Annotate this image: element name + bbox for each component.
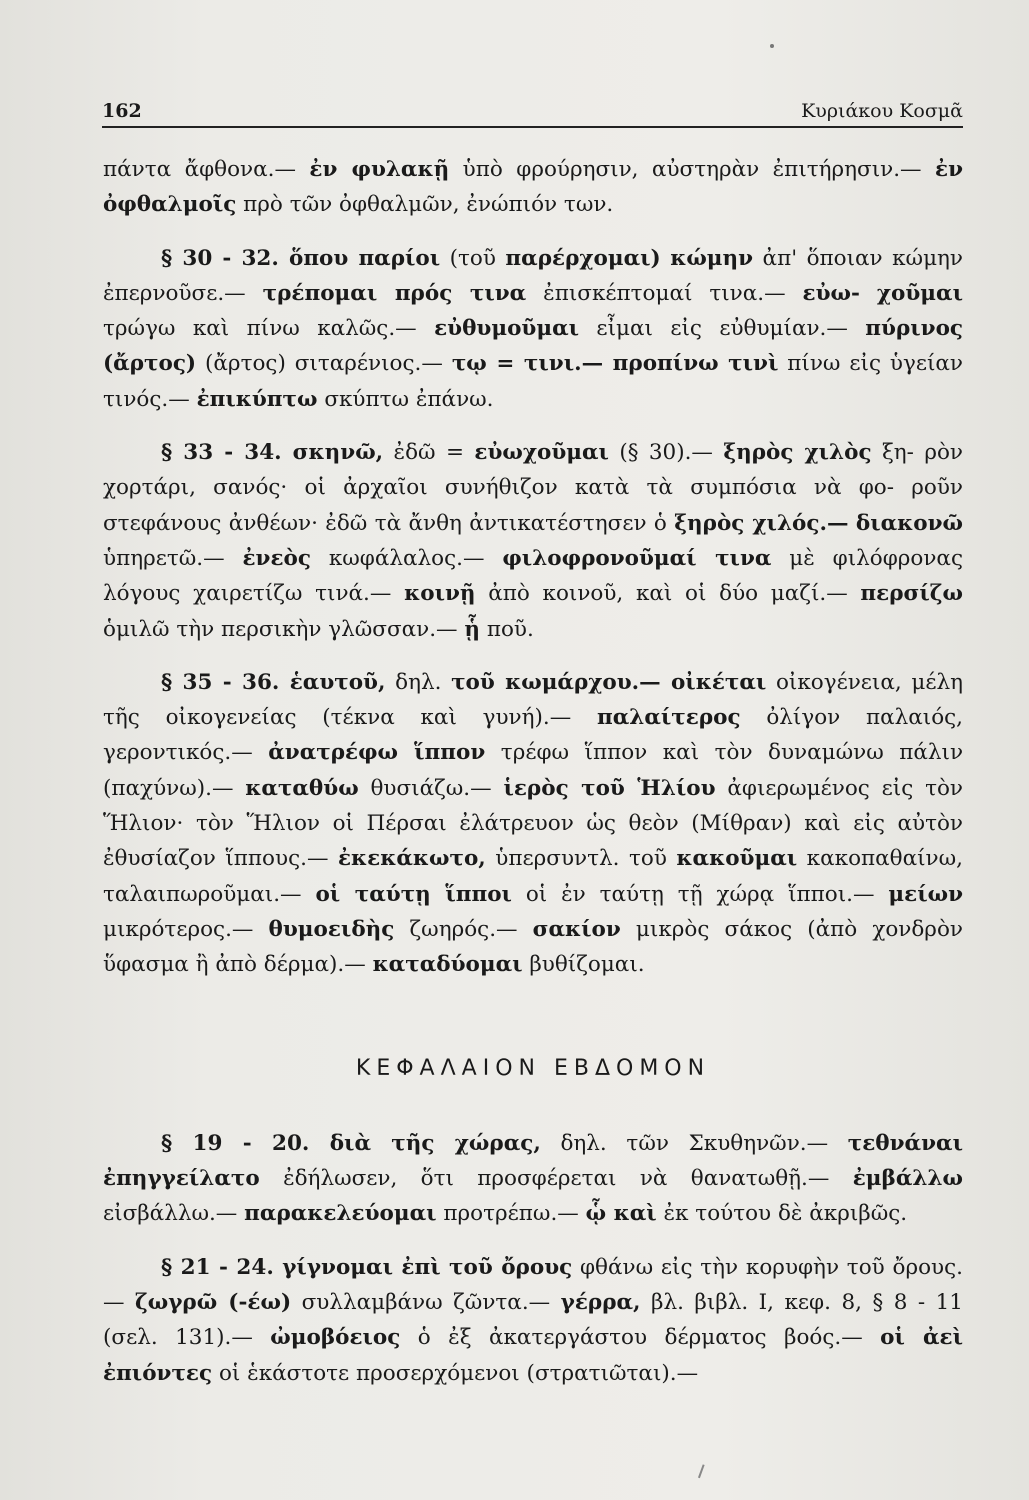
gloss-text: ὀλίγον παλαιός, bbox=[740, 705, 964, 731]
page-body bbox=[103, 152, 963, 1391]
lemma-term: ἐπικύπτω bbox=[196, 386, 318, 412]
lemma-term: κακοῦμαι bbox=[676, 846, 798, 872]
gloss-text: οἱ ἐν ταύτῃ τῇ χώρᾳ bbox=[511, 881, 775, 907]
gloss-text: φιλόφρονας λόγους χαιρετίζω τινά.— bbox=[103, 545, 963, 607]
lemma-term: § 21 - 24. γίγνομαι ἐπὶ τοῦ ὄρους bbox=[161, 1254, 573, 1280]
lemma-term: ἐπηγγείλατο bbox=[103, 1166, 260, 1192]
lemma-term: εὐωχοῦμαι bbox=[474, 440, 609, 466]
gloss-text: γεροντικός.— bbox=[103, 740, 269, 766]
gloss-text bbox=[661, 246, 670, 271]
paragraph bbox=[103, 435, 963, 647]
gloss-text: πάντα ἄφθονα.— bbox=[103, 157, 310, 182]
lemma-term: ᾗ bbox=[464, 616, 481, 642]
lemma-term: § 30 - 32. ὅπου παρίοι bbox=[161, 245, 441, 271]
lemma-term: ξηρὸς χιλός.— bbox=[674, 510, 849, 536]
lemma-term: ἱερὸς τοῦ Ἡλίου bbox=[503, 775, 716, 801]
gloss-text: κακοπαθαίνω, ταλαιπωροῦμαι.— bbox=[103, 846, 963, 907]
lemma-term: ἐνεὸς bbox=[242, 545, 311, 571]
gloss-text: ἐκ τούτου δὲ ἀκριβῶς. bbox=[656, 1201, 908, 1227]
gloss-text: κώμην ἐπερνοῦσε.— bbox=[103, 245, 964, 306]
gloss-text: ζωηρός.— bbox=[394, 916, 533, 942]
gloss-text: τρώγω καὶ πίνω καλῶς.— bbox=[103, 316, 435, 342]
lemma-term: ἐν ὀφθαλμοῖς bbox=[103, 157, 964, 218]
lemma-term: ᾧ καὶ bbox=[585, 1201, 657, 1227]
lemma-term: θυμοειδὴς bbox=[268, 916, 395, 942]
gloss-text: ἀπὸ κοινοῦ, καὶ οἱ δύο bbox=[475, 581, 759, 607]
gloss-text: δηλ. bbox=[385, 669, 452, 695]
lemma-term: παρέρχομαι) bbox=[505, 245, 661, 271]
lemma-term: § 19 - 20. διὰ τῆς χώρας, bbox=[161, 1130, 541, 1156]
lemma-term: ἐν φυλακῇ bbox=[309, 157, 450, 182]
lemma-term: ἐμβάλλω bbox=[852, 1166, 963, 1192]
gloss-text: 8, § 8 - 11 (σελ. 131).— bbox=[103, 1290, 963, 1351]
gloss-text: ρὸν χορτάρι, σανός· οἱ ἀρχαῖοι συνήθιζον κατὰ τὰ συμπόσια νὰ φο- bbox=[103, 440, 963, 501]
gloss-text: μαζί.— bbox=[770, 581, 861, 607]
running-head: Κυριάκου Κοσμᾶ bbox=[801, 100, 963, 122]
gloss-text: ἐπισκέπτομαί τινα.— bbox=[526, 280, 803, 306]
gloss-text: ἀφιερωμένος εἰς bbox=[715, 775, 914, 801]
gloss-text: δηλ. τῶν Σκυθηνῶν.— bbox=[540, 1130, 848, 1156]
gloss-text: (παχύνω).— bbox=[103, 775, 246, 801]
paragraph bbox=[103, 1250, 963, 1391]
gloss-text: εἶμαι εἰς εὐθυμίαν.— bbox=[579, 316, 848, 342]
lemma-term: § 35 - 36. ἑαυτοῦ, bbox=[161, 669, 386, 695]
gloss-text: σάκος (ἀπὸ χονδρὸν ὕφασμα ἢ ἀπὸ δέρμα).— bbox=[103, 916, 963, 978]
gloss-text: ἐδήλωσεν, ὅτι προσφέρεται νὰ θανατωθῇ.— bbox=[259, 1166, 853, 1192]
lemma-term: κοινῇ bbox=[404, 581, 476, 607]
chapter-title: ΚΕΦΑΛΑΙΟΝ ΕΒΔΟΜΟΝ bbox=[355, 1055, 711, 1081]
paragraph bbox=[103, 152, 963, 223]
gloss-text: αὐτὸν ἐθυσίαζον ἵππους.— bbox=[103, 811, 963, 872]
paragraph bbox=[103, 1126, 963, 1232]
lemma-term: οἱ ταύτῃ ἵπποι bbox=[315, 881, 512, 907]
gloss-text: πρὸ τῶν ὀφθαλμῶν, ἐνώπιόν των. bbox=[236, 192, 614, 218]
lemma-term: κώμην bbox=[670, 245, 754, 271]
lemma-term: ξηρὸς χιλὸς bbox=[723, 440, 872, 466]
commentary-part-1 bbox=[103, 152, 963, 983]
ink-stroke bbox=[698, 1464, 714, 1481]
gloss-text: σκύπτω ἐπάνω. bbox=[317, 386, 494, 412]
gloss-text: ἀπ' ὅποιαν bbox=[753, 245, 883, 271]
gloss-text: ξη- bbox=[871, 440, 914, 466]
lemma-term: ἐκεκάκωτο, bbox=[337, 846, 486, 872]
lemma-term: § 33 - 34. σκηνῶ, bbox=[161, 440, 384, 466]
lemma-term: ζωγρῶ (-έω) bbox=[135, 1290, 292, 1316]
commentary-part-2 bbox=[103, 1126, 963, 1391]
gloss-text: μέλη τῆς οἰκογενείας (τέκνα καὶ γυνή).— bbox=[103, 669, 963, 731]
lemma-term: γέρρα, bbox=[560, 1290, 641, 1316]
gloss-text: ὁμιλῶ τὴν περσικὴν γλῶσσαν.— bbox=[103, 616, 465, 642]
lemma-term: παρακελεύομαι bbox=[244, 1201, 437, 1227]
gloss-text: τρέφω ἵππον καὶ τὸν δυναμώνω πάλιν bbox=[485, 740, 964, 766]
gloss-text: προτρέπω.— bbox=[436, 1201, 586, 1227]
gloss-text: κωφάλαλος.— bbox=[310, 545, 503, 571]
gloss-text: οἱ ἑκάστοτε προσερχόμενοι (στρατιῶται).— bbox=[212, 1360, 699, 1386]
lemma-term: παλαίτερος bbox=[597, 705, 741, 731]
lemma-term: τοῦ κωμάρχου.— οἰκέται bbox=[451, 669, 767, 695]
gloss-text: (ἄρτος) σιταρένιος.— bbox=[196, 351, 452, 377]
gloss-text: ροῦν στεφάνους ἀνθέων· ἐδῶ τὰ ἄνθη ἀντικατέστησεν ὁ bbox=[103, 475, 963, 536]
gloss-text: ἐδῶ = bbox=[383, 440, 475, 466]
gloss-text: εἰσβάλλω.— bbox=[103, 1201, 245, 1227]
gloss-text: βοός.— bbox=[784, 1325, 881, 1351]
paragraph bbox=[103, 241, 963, 417]
gloss-text: ὑπὸ φρούρησιν, αὐστηρὰν ἐπιτήρησιν.— bbox=[449, 157, 922, 182]
gloss-text: βυθίζομαι. bbox=[522, 952, 645, 978]
lemma-term: ἀνατρέφω ἵππον bbox=[268, 740, 486, 766]
gloss-text: φθάνω εἰς τὴν κορυφὴν τοῦ bbox=[572, 1254, 885, 1280]
lemma-term: τρέπομαι πρός τινα bbox=[262, 280, 527, 306]
page-header bbox=[102, 88, 963, 128]
lemma-term: σακίον bbox=[532, 916, 621, 942]
lemma-term: περσίζω bbox=[860, 581, 963, 607]
gloss-text: μὲ bbox=[771, 545, 815, 571]
lemma-term: μείων bbox=[888, 881, 963, 907]
lemma-term: χοῦμαι bbox=[876, 280, 963, 306]
gloss-text: βλ. βιβλ. Ι, κεφ. bbox=[640, 1290, 831, 1316]
gloss-text: ἵπποι.— bbox=[788, 881, 889, 907]
gloss-text: ὑπηρετῶ.— bbox=[103, 545, 243, 571]
lemma-term: εὐθυμοῦμαι bbox=[434, 316, 580, 342]
gloss-text: ὑπερσυντλ. τοῦ bbox=[485, 846, 677, 872]
lemma-term: φιλοφρονοῦμαί τινα bbox=[502, 545, 772, 571]
lemma-term: καταδύομαι bbox=[372, 952, 523, 978]
gloss-text: μικρὸς bbox=[620, 916, 710, 942]
paragraph bbox=[103, 665, 963, 983]
lemma-term: διακονῶ bbox=[855, 510, 963, 536]
gloss-text: πίνω εἰς ὑγείαν τινός.— bbox=[103, 351, 963, 412]
lemma-term: καταθύω bbox=[245, 775, 359, 801]
lemma-term: πύρινος (ἄρτος) bbox=[103, 316, 964, 377]
gloss-text: οἰκογένεια, bbox=[766, 669, 902, 695]
page-number: 162 bbox=[102, 100, 142, 122]
lemma-term: τεθνάναι bbox=[847, 1130, 963, 1156]
gloss-text: συλλαμβάνω ζῶντα.— bbox=[291, 1290, 561, 1316]
gloss-text: τὸν Ἥλιον· τὸν Ἥλιον οἱ Πέρσαι ἐλάτρευον ὡς θεὸν (Μίθραν) καὶ εἰς bbox=[103, 775, 963, 837]
lemma-term: οἱ ἀεὶ ἐπιόντες bbox=[103, 1325, 963, 1386]
lemma-term: τῳ = τινι.— προπίνω τινὶ bbox=[451, 351, 779, 377]
gloss-text: μικρότερος.— bbox=[103, 916, 269, 942]
gloss-text: (τοῦ bbox=[440, 245, 506, 271]
gloss-text: ποῦ. bbox=[480, 616, 534, 642]
gloss-text: (§ 30).— bbox=[608, 440, 724, 466]
ink-speck bbox=[770, 44, 774, 48]
lemma-term: εὐω- bbox=[802, 280, 860, 306]
gloss-text: ὁ ἐξ ἀκατεργάστου δέρματος bbox=[400, 1325, 767, 1351]
lemma-term: ὠμοβόειος bbox=[270, 1325, 401, 1351]
gloss-text: ὄρους.— bbox=[103, 1254, 963, 1316]
gloss-text: θυσιάζω.— bbox=[358, 775, 504, 801]
